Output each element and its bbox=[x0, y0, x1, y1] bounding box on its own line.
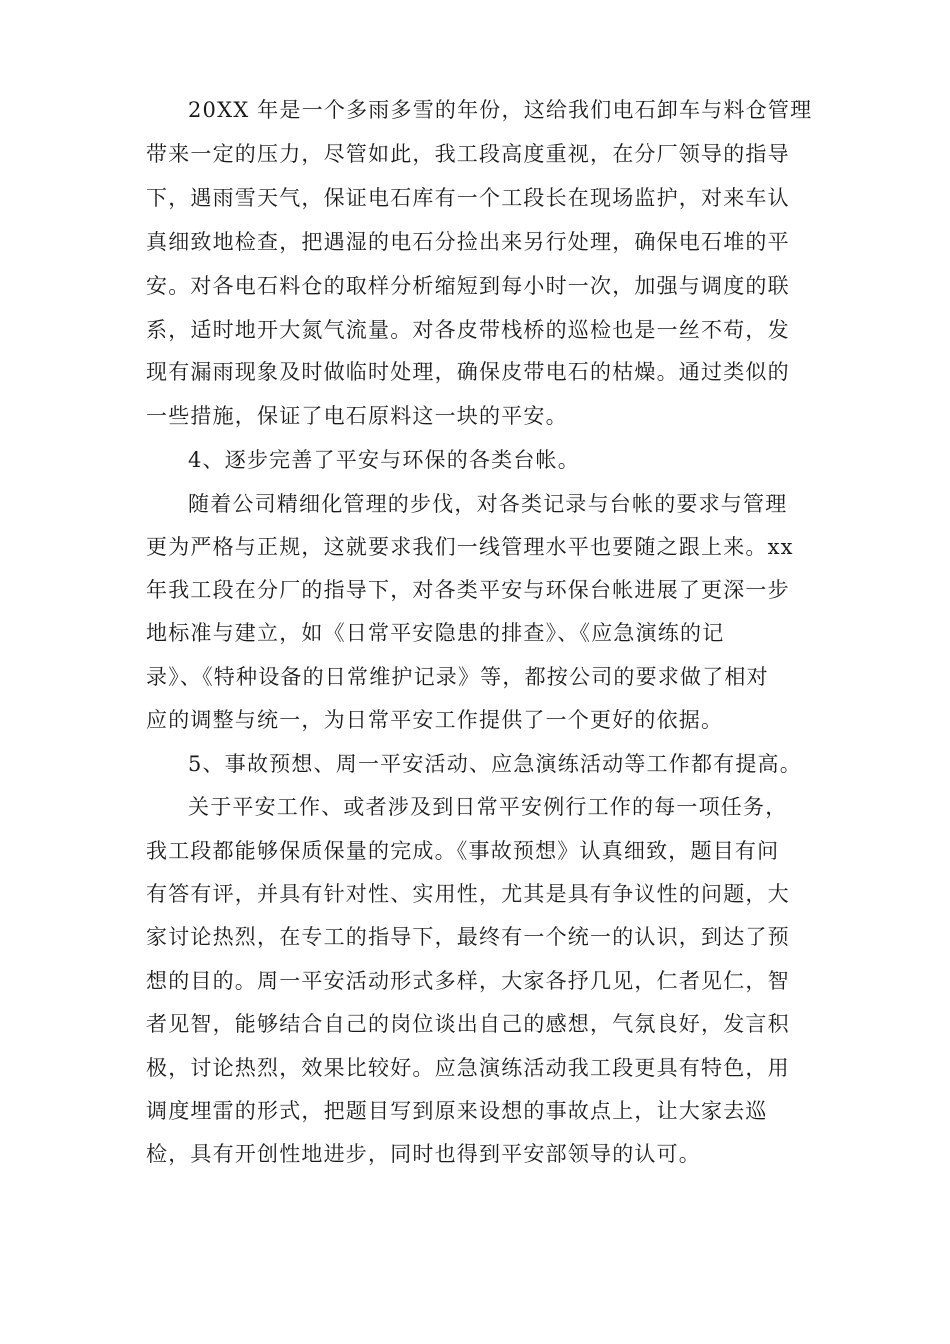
paragraph-1-line-7: 现有漏雨现象及时做临时处理，确保皮带电石的枯燥。通过类似的 bbox=[146, 360, 790, 384]
paragraph-5-line-5: 想的目的。周一平安活动形式多样，大家各抒几见，仁者见仁，智 bbox=[146, 969, 790, 993]
paragraph-5-line-3: 有答有评，并具有针对性、实用性，尤其是具有争议性的问题，大 bbox=[146, 882, 790, 906]
paragraph-3-line-1: 随着公司精细化管理的步伐，对各类记录与台帐的要求与管理 bbox=[188, 492, 788, 516]
paragraph-5-line-1: 关于平安工作、或者涉及到日常平安例行工作的每一项任务， bbox=[188, 795, 788, 819]
paragraph-1-line-6: 系，适时地开大氮气流量。对各皮带栈桥的巡检也是一丝不苟，发 bbox=[146, 318, 790, 342]
paragraph-5-line-9: 检，具有开创性地进步，同时也得到平安部领导的认可。 bbox=[146, 1142, 701, 1166]
paragraph-3-line-6: 应的调整与统一，为日常平安工作提供了一个更好的依据。 bbox=[146, 708, 724, 732]
paragraph-1-line-8: 一些措施，保证了电石原料这一块的平安。 bbox=[146, 404, 568, 428]
paragraph-1-line-1: 20XX 年是一个多雨多雪的年份，这给我们电石卸车与料仓管理 bbox=[188, 98, 813, 122]
paragraph-3-line-2: 更为严格与正规，这就要求我们一线管理水平也要随之跟上来。xx bbox=[146, 535, 794, 559]
paragraph-5-line-2: 我工段都能够保质保量的完成。《事故预想》认真细致，题目有问 bbox=[146, 839, 780, 863]
paragraph-5-line-8: 调度埋雷的形式，把题目写到原来设想的事故点上，让大家去巡 bbox=[146, 1099, 768, 1123]
paragraph-1-line-2: 带来一定的压力，尽管如此，我工段高度重视，在分厂领导的指导 bbox=[146, 142, 790, 166]
paragraph-1-line-3: 下，遇雨雪天气，保证电石库有一个工段长在现场监护，对来车认 bbox=[146, 186, 790, 210]
paragraph-3-line-5: 录》、《特种设备的日常维护记录》等，都按公司的要求做了相对 bbox=[146, 665, 769, 689]
paragraph-1-line-5: 安。对各电石料仓的取样分析缩短到每小时一次，加强与调度的联 bbox=[146, 274, 790, 298]
section-heading-4: 4、逐步完善了平安与环保的各类台帐。 bbox=[188, 448, 580, 472]
paragraph-5-line-6: 者见智，能够结合自己的岗位谈出自己的感想，气氛良好，发言积 bbox=[146, 1012, 790, 1036]
paragraph-3-line-3: 年我工段在分厂的指导下，对各类平安与环保台帐进展了更深一步 bbox=[146, 578, 790, 602]
paragraph-5-line-4: 家讨论热烈，在专工的指导下，最终有一个统一的认识，到达了预 bbox=[146, 925, 790, 949]
paragraph-5-line-7: 极，讨论热烈，效果比较好。应急演练活动我工段更具有特色，用 bbox=[146, 1056, 790, 1080]
section-heading-5: 5、事故预想、周一平安活动、应急演练活动等工作都有提高。 bbox=[188, 752, 802, 776]
paragraph-1-line-4: 真细致地检查，把遇湿的电石分捡出来另行处理，确保电石堆的平 bbox=[146, 230, 790, 254]
paragraph-3-line-4: 地标准与建立，如《日常平安隐患的排查》、《应急演练的记 bbox=[146, 621, 725, 645]
